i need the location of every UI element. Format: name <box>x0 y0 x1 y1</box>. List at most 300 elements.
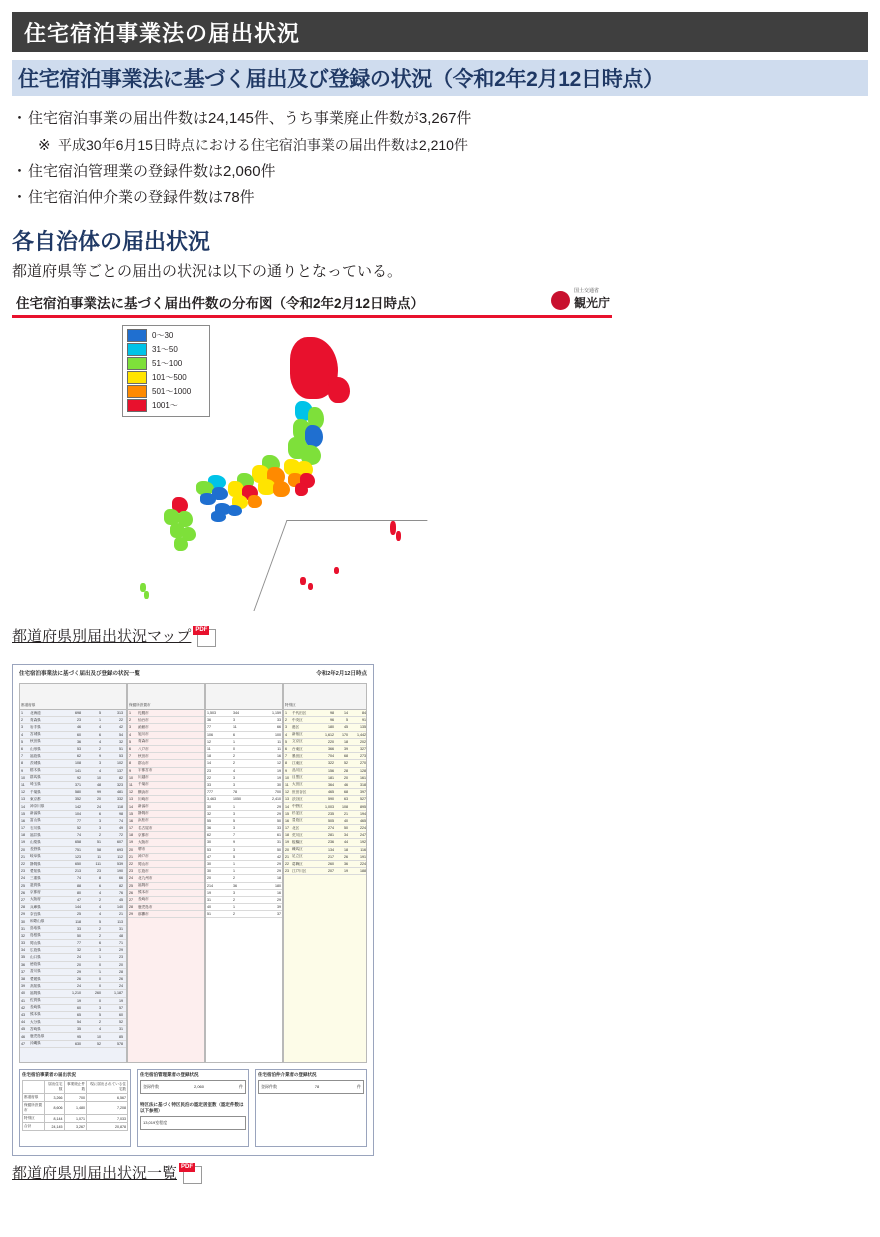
table-cell: 92 <box>77 775 81 780</box>
table-cell: 47 <box>77 897 81 902</box>
table-cell: 目黒区 <box>292 775 303 780</box>
table-cell: 21 <box>344 811 348 816</box>
table-cell: 12 <box>285 790 289 795</box>
table-cell: 1,442 <box>357 732 366 737</box>
table-cell: 青森市 <box>138 739 149 744</box>
table-row <box>206 789 282 796</box>
table-cell: 新宿区 <box>292 732 303 737</box>
table-cell: 熊本県 <box>30 1012 41 1017</box>
table-cell: 5 <box>99 711 101 716</box>
page-header <box>12 12 868 52</box>
table-cell: 23 <box>207 768 211 773</box>
table-cell: 3 <box>99 948 101 953</box>
table-cell: 3 <box>129 725 131 730</box>
table-row <box>284 760 366 767</box>
map-pdf-link[interactable] <box>12 625 868 646</box>
table-row <box>20 825 126 832</box>
table-cell: 31 <box>21 926 25 931</box>
table-cell: 35 <box>77 1027 81 1032</box>
table-cell: 465 <box>360 818 366 823</box>
table-row <box>20 875 126 882</box>
table-column-cities <box>127 683 205 1063</box>
table-cell: 25 <box>129 883 133 888</box>
table-cell: 特別区 <box>23 1115 45 1123</box>
table-cell: 都道府県 <box>23 1094 45 1102</box>
table-cell: 68 <box>344 790 348 795</box>
table-row <box>20 947 126 954</box>
table-cell: 長野県 <box>30 847 41 852</box>
table-cell: 9 <box>285 768 287 773</box>
table-cell: 52 <box>97 1041 101 1046</box>
table-cell: 0 <box>99 977 101 982</box>
table-cell: 11 <box>97 854 101 859</box>
table-cell: 5 <box>346 718 348 723</box>
table-cell: 0 <box>99 962 101 967</box>
bullet-list <box>12 106 868 211</box>
table-cell: 95 <box>77 1034 81 1039</box>
pdf-icon[interactable] <box>179 1163 201 1183</box>
column-header: 特別区 <box>285 703 296 707</box>
column-header: 事業廃止件数 <box>64 1081 87 1094</box>
table-cell: 2 <box>99 747 101 752</box>
table-cell: 山形県 <box>30 746 41 751</box>
table-cell: 江戸川区 <box>292 868 307 873</box>
table-cell: 16 <box>21 818 25 823</box>
table-row <box>20 969 126 976</box>
list-item <box>38 132 868 159</box>
table-cell: 20 <box>21 847 25 852</box>
table-cell: 190 <box>117 869 123 874</box>
table-cell: 31 <box>207 897 211 902</box>
table-cell: 18 <box>21 833 25 838</box>
table-cell: 栃木県 <box>30 768 41 773</box>
table-cell: 27 <box>21 897 25 902</box>
table-cell: 3 <box>99 761 101 766</box>
table-cell: 足立区 <box>292 854 303 859</box>
table-cell: 21 <box>285 854 289 859</box>
table-cell: 281 <box>328 833 334 838</box>
table-cell: 28 <box>21 905 25 910</box>
table-cell: 108 <box>75 761 81 766</box>
table-cell: 104 <box>75 811 81 816</box>
table-cell: 1050 <box>233 797 241 802</box>
table-row <box>20 1012 126 1019</box>
table-cell: 神奈川県 <box>30 804 45 809</box>
map-figure <box>12 289 612 619</box>
table-cell: 371 <box>75 782 81 787</box>
manager-value: 2,060 <box>193 1084 204 1089</box>
table-cell: 群馬県 <box>30 775 41 780</box>
table-cell: 広島市 <box>138 868 149 873</box>
map-pdf-link-text[interactable]: 都道府県別届出状況マップ <box>12 628 192 645</box>
table-row <box>20 760 126 767</box>
table-cell: 77 <box>77 941 81 946</box>
table-cell: 9 <box>129 768 131 773</box>
table-cell: 葛飾区 <box>292 861 303 866</box>
table-cell: 50 <box>277 847 281 852</box>
table-cell: 37 <box>21 969 25 974</box>
table-cell: 山梨県 <box>30 839 41 844</box>
table-row <box>206 775 282 782</box>
table-cell: 1 <box>233 804 235 809</box>
table-cell: 658 <box>75 840 81 845</box>
table-cell: 38 <box>21 977 25 982</box>
legend-label: 101～500 <box>152 373 187 382</box>
table-row <box>206 732 282 739</box>
table-cell: 213 <box>75 869 81 874</box>
table-row <box>284 854 366 861</box>
table-cell: 51 <box>97 840 101 845</box>
table-cell: 247 <box>360 833 366 838</box>
table-row <box>20 983 126 990</box>
table-cell: 60 <box>77 732 81 737</box>
sub-header-title: 住宅宿泊事業法に基づく届出及び登録の状況（令和2年2月12日時点） <box>18 68 664 91</box>
table-cell: 11 <box>129 782 133 787</box>
table-cell: 207 <box>328 869 334 874</box>
table-cell: 30 <box>21 919 25 924</box>
table-row <box>284 861 366 868</box>
table-cell: 埼玉県 <box>30 782 41 787</box>
table-cell: 2 <box>99 833 101 838</box>
table-row <box>20 796 126 803</box>
table-figure-grid <box>19 683 367 1063</box>
table-cell: 札幌市 <box>138 710 149 715</box>
table-row <box>20 1026 126 1033</box>
table-cell: 29 <box>277 811 281 816</box>
table-row <box>284 775 366 782</box>
table-cell: 3,267 <box>64 1123 87 1131</box>
table-cell: 北海道 <box>30 710 41 715</box>
table-cell: 323 <box>117 782 123 787</box>
broker-label: 登録件数 <box>261 1084 277 1089</box>
table-cell: 鹿児島県 <box>30 1034 45 1039</box>
table-cell: 大阪市 <box>138 839 149 844</box>
table-cell: 9 <box>233 840 235 845</box>
table-cell: 4 <box>99 739 101 744</box>
table-column-wards <box>283 683 367 1063</box>
table-cell: 31 <box>119 1027 123 1032</box>
table-cell: 364 <box>328 782 334 787</box>
section-heading: 各自治体の届出状況 <box>12 229 211 254</box>
table-figure-title: 住宅宿泊事業法に基づく届出及び登録の状況一覧 <box>19 671 141 677</box>
table-cell: 700 <box>64 1094 87 1102</box>
table-cell: 19 <box>277 768 281 773</box>
table-cell: 22 <box>207 775 211 780</box>
table-cell: 練馬区 <box>292 847 303 852</box>
table-cell: 39 <box>21 984 25 989</box>
section-description: 都道府県等ごとの届出の状況は以下の通りとなっている。 <box>12 263 403 280</box>
table-cell: 29 <box>77 969 81 974</box>
table-cell: 10 <box>21 775 25 780</box>
table-cell: 沖縄県 <box>30 1041 41 1046</box>
table-cell: 46 <box>21 1034 25 1039</box>
table-cell: 80 <box>77 890 81 895</box>
summary-title: 住宅宿泊事業者の届出状況 <box>22 1072 76 1077</box>
table-cell: 千葉県 <box>30 789 41 794</box>
table-cell: 18 <box>344 847 348 852</box>
table-row <box>23 1102 128 1115</box>
table-cell: 宮城県 <box>30 732 41 737</box>
table-cell: 中央区 <box>292 717 303 722</box>
table-cell: 石川県 <box>30 825 41 830</box>
okinawa-inset <box>253 520 427 611</box>
table-cell: 99 <box>97 790 101 795</box>
table-cell: 山口県 <box>30 954 41 959</box>
map-figure-title: 住宅宿泊事業法に基づく届出件数の分布図（令和2年2月12日時点） <box>16 296 425 311</box>
table-cell: 33 <box>207 782 211 787</box>
table-cell: 3 <box>21 725 23 730</box>
table-cell: 700 <box>275 790 281 795</box>
table-row <box>284 717 366 724</box>
table-cell: 118 <box>75 919 81 924</box>
table-cell: 24,145 <box>44 1123 64 1131</box>
table-row <box>128 775 204 782</box>
table-cell: 岡山市 <box>138 861 149 866</box>
table-cell: 192 <box>360 840 366 845</box>
table-cell: 24 <box>129 876 133 881</box>
list-pdf-link[interactable] <box>12 1162 868 1183</box>
bullet-marker: ・ <box>12 189 28 206</box>
table-cell: 1 <box>99 969 101 974</box>
table-cell: 52 <box>119 1020 123 1025</box>
table-cell: 新潟県 <box>30 811 41 816</box>
table-cell: 熊本市 <box>138 890 149 895</box>
table-cell: 14 <box>129 804 133 809</box>
table-cell: 78 <box>233 790 237 795</box>
table-cell: 24 <box>77 955 81 960</box>
table-cell: 22 <box>285 862 289 867</box>
table-cell: 6 <box>21 747 23 752</box>
table-cell: 2,410 <box>272 797 281 802</box>
table-cell: 128 <box>360 768 366 773</box>
table-cell: 48 <box>119 933 123 938</box>
table-cell: 50 <box>344 826 348 831</box>
table-row <box>128 832 204 839</box>
table-cell: 10 <box>285 775 289 780</box>
legend-label: 1001～ <box>152 401 178 410</box>
table-cell: 14 <box>344 711 348 716</box>
table-cell: 108 <box>342 804 348 809</box>
table-cell: 91 <box>362 718 366 723</box>
table-cell: 42 <box>21 1005 25 1010</box>
table-cell: 21 <box>129 854 133 859</box>
table-cell: 18 <box>129 833 133 838</box>
table-cell: 1 <box>99 955 101 960</box>
table-cell: 397 <box>360 790 366 795</box>
table-cell: 21 <box>119 912 123 917</box>
table-cell: 41 <box>21 998 25 1003</box>
table-cell: 7 <box>21 754 23 759</box>
table-cell: 大阪府 <box>30 897 41 902</box>
manager-title: 住宅宿泊管理業者の登録状況 <box>140 1072 199 1077</box>
agency-name: 観光庁 <box>573 296 610 310</box>
table-cell: 27 <box>129 897 133 902</box>
table-cell: 1 <box>129 711 131 716</box>
table-cell: 118 <box>117 804 123 809</box>
table-cell: 24 <box>119 984 123 989</box>
table-cell: 17 <box>129 826 133 831</box>
table-row <box>206 768 282 775</box>
table-cell: 北区 <box>292 825 300 830</box>
table-cell: 170 <box>342 732 348 737</box>
table-cell: 11 <box>207 747 211 752</box>
table-cell: 高知県 <box>30 983 41 988</box>
table-row <box>206 911 282 918</box>
table-row <box>128 811 204 818</box>
table-cell: 2 <box>285 718 287 723</box>
table-cell: 1,071 <box>64 1115 87 1123</box>
column-header: 都道府県 <box>21 703 36 707</box>
table-row <box>128 861 204 868</box>
table-row <box>284 710 366 717</box>
table-cell: 47 <box>21 1041 25 1046</box>
table-cell: 八戸市 <box>138 746 149 751</box>
table-cell: 4 <box>99 1027 101 1032</box>
table-cell: 1,187 <box>114 991 123 996</box>
pdf-badge: PDF <box>181 1163 194 1170</box>
table-cell: 10 <box>97 1034 101 1039</box>
table-cell: 4 <box>99 890 101 895</box>
table-row <box>20 1033 126 1040</box>
table-row <box>206 746 282 753</box>
table-cell: 112 <box>117 854 123 859</box>
table-cell: 53 <box>207 847 211 852</box>
table-cell: 224 <box>360 826 366 831</box>
table-cell: 31 <box>119 926 123 931</box>
table-cell: 32 <box>207 811 211 816</box>
table-cell: 135 <box>360 725 366 730</box>
table-cell: 10 <box>97 775 101 780</box>
table-row <box>206 803 282 810</box>
table-cell: 46 <box>344 782 348 787</box>
table-cell: 2 <box>99 926 101 931</box>
table-row <box>20 940 126 947</box>
table-row <box>20 904 126 911</box>
table-cell: 渋谷区 <box>292 796 303 801</box>
table-cell: 1,612 <box>325 732 334 737</box>
table-row <box>206 868 282 875</box>
table-cell: 60 <box>119 1012 123 1017</box>
table-cell: 5 <box>285 739 287 744</box>
map-figure-title-bar <box>12 289 612 318</box>
table-cell: 113 <box>117 919 123 924</box>
table-cell: 20 <box>285 847 289 852</box>
table-cell: 539 <box>117 862 123 867</box>
table-cell: 北九州市 <box>138 875 153 880</box>
table-cell: 51 <box>119 747 123 752</box>
table-row <box>20 990 126 997</box>
table-cell: 214 <box>207 883 213 888</box>
table-cell: 111 <box>95 862 101 867</box>
table-cell: 7,208 <box>87 1102 128 1115</box>
table-cell: 352 <box>75 797 81 802</box>
table-row <box>20 739 126 746</box>
table-cell: 481 <box>117 790 123 795</box>
table-cell: 19 <box>285 840 289 845</box>
table-cell: 3 <box>99 1005 101 1010</box>
table-cell: 194 <box>360 811 366 816</box>
table-cell: 岡山県 <box>30 940 41 945</box>
table-cell: 6 <box>233 732 235 737</box>
table-row <box>128 753 204 760</box>
table-cell: 82 <box>119 775 123 780</box>
table-cell: 文京区 <box>292 739 303 744</box>
table-row <box>206 739 282 746</box>
list-pdf-link-text[interactable]: 都道府県別届出状況一覧 <box>12 1165 178 1182</box>
table-cell: 72 <box>119 833 123 838</box>
table-cell: 18 <box>285 833 289 838</box>
table-cell: 270 <box>360 761 366 766</box>
table-cell: 224 <box>360 862 366 867</box>
table-row <box>128 904 204 911</box>
table-cell: 34 <box>344 833 348 838</box>
table-cell: 54 <box>119 732 123 737</box>
table-cell: 岐阜県 <box>30 854 41 859</box>
table-cell: 2 <box>233 761 235 766</box>
table-cell: 秋田県 <box>30 739 41 744</box>
table-row <box>20 746 126 753</box>
table-cell: 宮崎県 <box>30 1026 41 1031</box>
table-row <box>20 868 126 875</box>
table-cell: 33 <box>277 826 281 831</box>
table-cell: 7 <box>285 754 287 759</box>
table-cell: 36 <box>207 718 211 723</box>
table-row <box>128 818 204 825</box>
table-cell: 5 <box>233 818 235 823</box>
table-cell: 61 <box>277 833 281 838</box>
table-cell: 313 <box>117 711 123 716</box>
table-row <box>20 962 126 969</box>
table-cell: 1,003 <box>325 804 334 809</box>
table-cell: 23 <box>119 955 123 960</box>
table-cell: 140 <box>117 905 123 910</box>
pdf-icon[interactable] <box>193 626 215 646</box>
table-cell: 神戸市 <box>138 854 149 859</box>
table-cell: 102 <box>117 761 123 766</box>
table-cell: 静岡市 <box>138 811 149 816</box>
legend-label: 31～50 <box>152 345 178 354</box>
table-cell: 30 <box>207 869 211 874</box>
table-row <box>206 782 282 789</box>
table-cell: 141 <box>75 768 81 773</box>
table-cell: 40 <box>21 991 25 996</box>
table-cell: 1 <box>233 905 235 910</box>
table-cell: 6 <box>285 747 287 752</box>
table-row <box>20 911 126 918</box>
table-row <box>20 976 126 983</box>
table-cell: 18 <box>207 754 211 759</box>
table-cell: 2 <box>233 754 235 759</box>
table-cell: 26 <box>21 890 25 895</box>
table-cell: 1,503 <box>207 711 216 716</box>
table-row <box>128 897 204 904</box>
table-cell: 大分県 <box>30 1019 41 1024</box>
table-row <box>20 1005 126 1012</box>
manager-unit: 件 <box>238 1084 243 1089</box>
table-cell: 13 <box>129 797 133 802</box>
agency-logo <box>551 289 610 312</box>
broker-registration-section <box>255 1069 367 1147</box>
table-cell: 630 <box>75 1041 81 1046</box>
broker-count-box <box>258 1080 364 1094</box>
table-cell: 鹿児島市 <box>138 904 153 909</box>
table-cell: 235 <box>328 811 334 816</box>
table-cell: 19 <box>119 998 123 1003</box>
table-cell: 鳥取県 <box>30 926 41 931</box>
table-row <box>23 1094 128 1102</box>
table-cell: 17 <box>21 826 25 831</box>
table-cell: 34 <box>21 948 25 953</box>
